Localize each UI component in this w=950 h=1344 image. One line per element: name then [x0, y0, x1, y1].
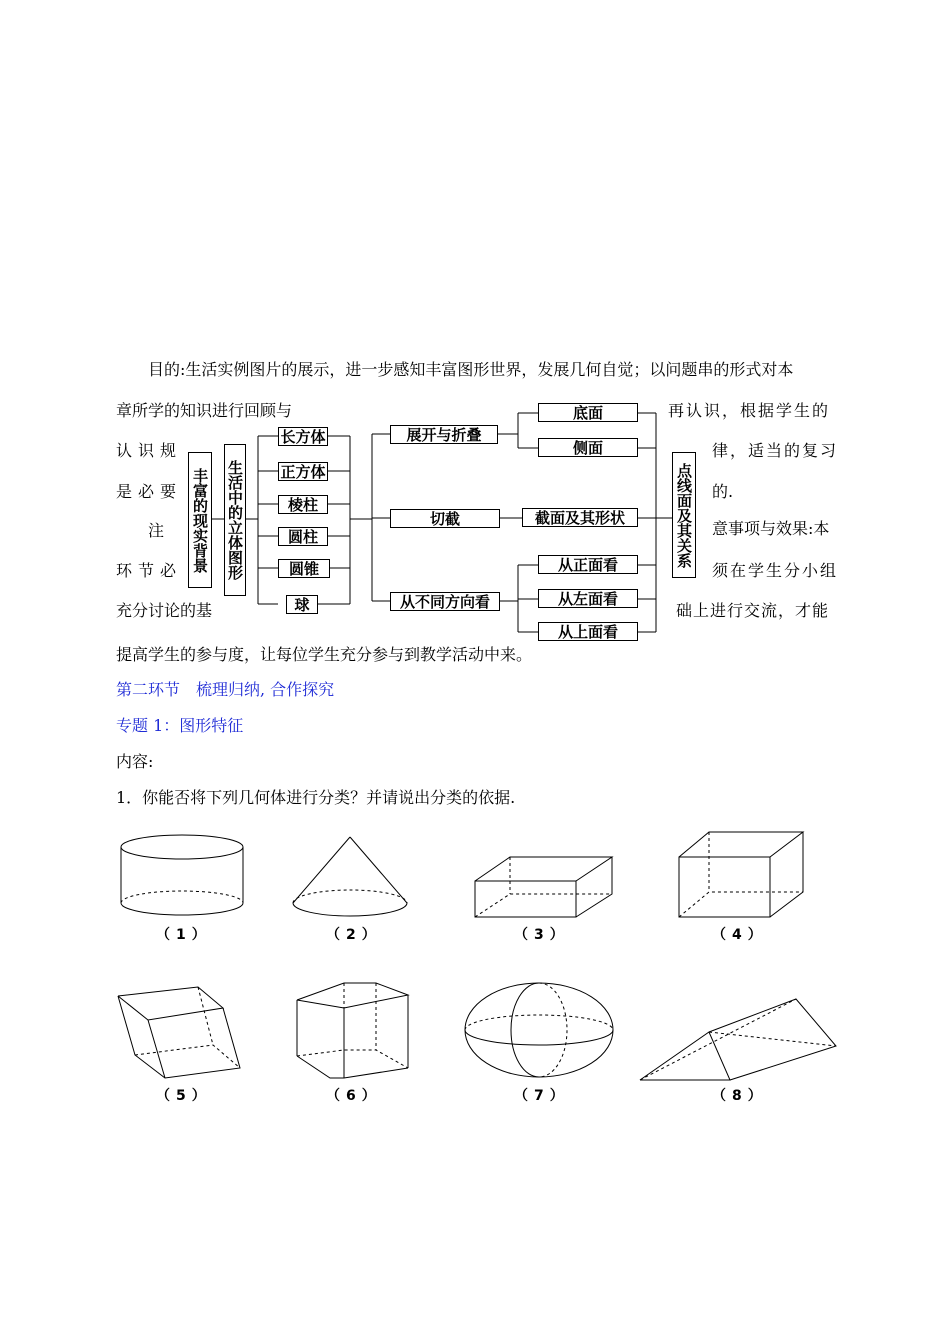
caption-7: （7）	[514, 1088, 570, 1104]
diagram-solid-prism: 棱柱	[278, 495, 328, 514]
caption-6: （6）	[326, 1088, 382, 1104]
triangular-prism-figure	[640, 999, 836, 1080]
caption-1: （1）	[156, 927, 212, 943]
diagram-base-face: 底面	[538, 403, 638, 422]
purpose-line-6a: 环节必	[116, 561, 183, 580]
diagram-solid-cuboid: 长方体	[278, 427, 328, 446]
caption-2: （2）	[326, 927, 382, 943]
purpose-line-5a: 注	[148, 521, 165, 540]
diagram-view-front: 从正面看	[538, 555, 638, 574]
diagram-root-box: 丰富的现实背景	[188, 452, 212, 588]
caption-5: （5）	[156, 1088, 212, 1104]
purpose-line-4a: 是必要	[116, 482, 183, 501]
cylinder-figure	[121, 835, 243, 915]
parallelepiped-figure	[118, 987, 240, 1078]
diagram-op-unfold: 展开与折叠	[390, 425, 498, 444]
diagram-view-top: 从上面看	[538, 622, 638, 641]
diagram-result-box: 点线面及其关系	[672, 452, 696, 578]
diagram-section-shape: 截面及其形状	[522, 508, 638, 527]
content-label: 内容:	[116, 752, 154, 771]
diagram-view-left: 从左面看	[538, 589, 638, 608]
pentagonal-prism-figure	[297, 983, 408, 1078]
diagram-solid-cone: 圆锥	[278, 559, 330, 578]
diagram-side-face: 侧面	[538, 438, 638, 457]
section-heading: 第二环节 梳理归纳, 合作探究	[116, 680, 335, 699]
purpose-line-3b: 律，适当的复习	[712, 441, 839, 460]
purpose-line-6b: 须在学生分小组	[712, 561, 839, 580]
purpose-line-2b: 再认识，根据学生的	[668, 401, 831, 420]
purpose-line-7b: 础上进行交流，才能	[676, 601, 830, 620]
cone-figure	[293, 837, 407, 916]
diagram-op-views: 从不同方向看	[390, 592, 500, 611]
diagram-level1-box: 生活中的立体图形	[224, 444, 246, 596]
purpose-line-3a: 认识规	[116, 441, 183, 460]
purpose-line-8: 提高学生的参与度，让每位学生充分参与到教学活动中来。	[116, 645, 533, 664]
cube-figure	[679, 832, 803, 917]
topic-heading: 专题 1：图形特征	[116, 716, 244, 735]
question-1: 1．你能否将下列几何体进行分类？并请说出分类的依据.	[116, 788, 516, 807]
diagram-solid-cylinder: 圆柱	[278, 527, 328, 546]
purpose-line-5b: 意事项与效果:本	[712, 519, 830, 538]
diagram-solid-cube: 正方体	[278, 462, 328, 481]
purpose-line-4b: 的.	[712, 482, 734, 501]
purpose-line-2a: 章所学的知识进行回顾与	[116, 401, 293, 420]
caption-3: （3）	[514, 927, 570, 943]
diagram-op-cut: 切截	[390, 509, 500, 528]
caption-8: （8）	[712, 1088, 768, 1104]
diagram-solid-sphere: 球	[286, 595, 318, 614]
flat-cuboid-figure	[475, 857, 612, 917]
purpose-line-7a: 充分讨论的基	[116, 601, 213, 620]
caption-4: （4）	[712, 927, 768, 943]
ellipsoid-figure	[465, 983, 613, 1077]
purpose-line-1: 目的:生活实例图片的展示，进一步感知丰富图形世界，发展几何自觉；以问题串的形式对本	[148, 360, 794, 379]
